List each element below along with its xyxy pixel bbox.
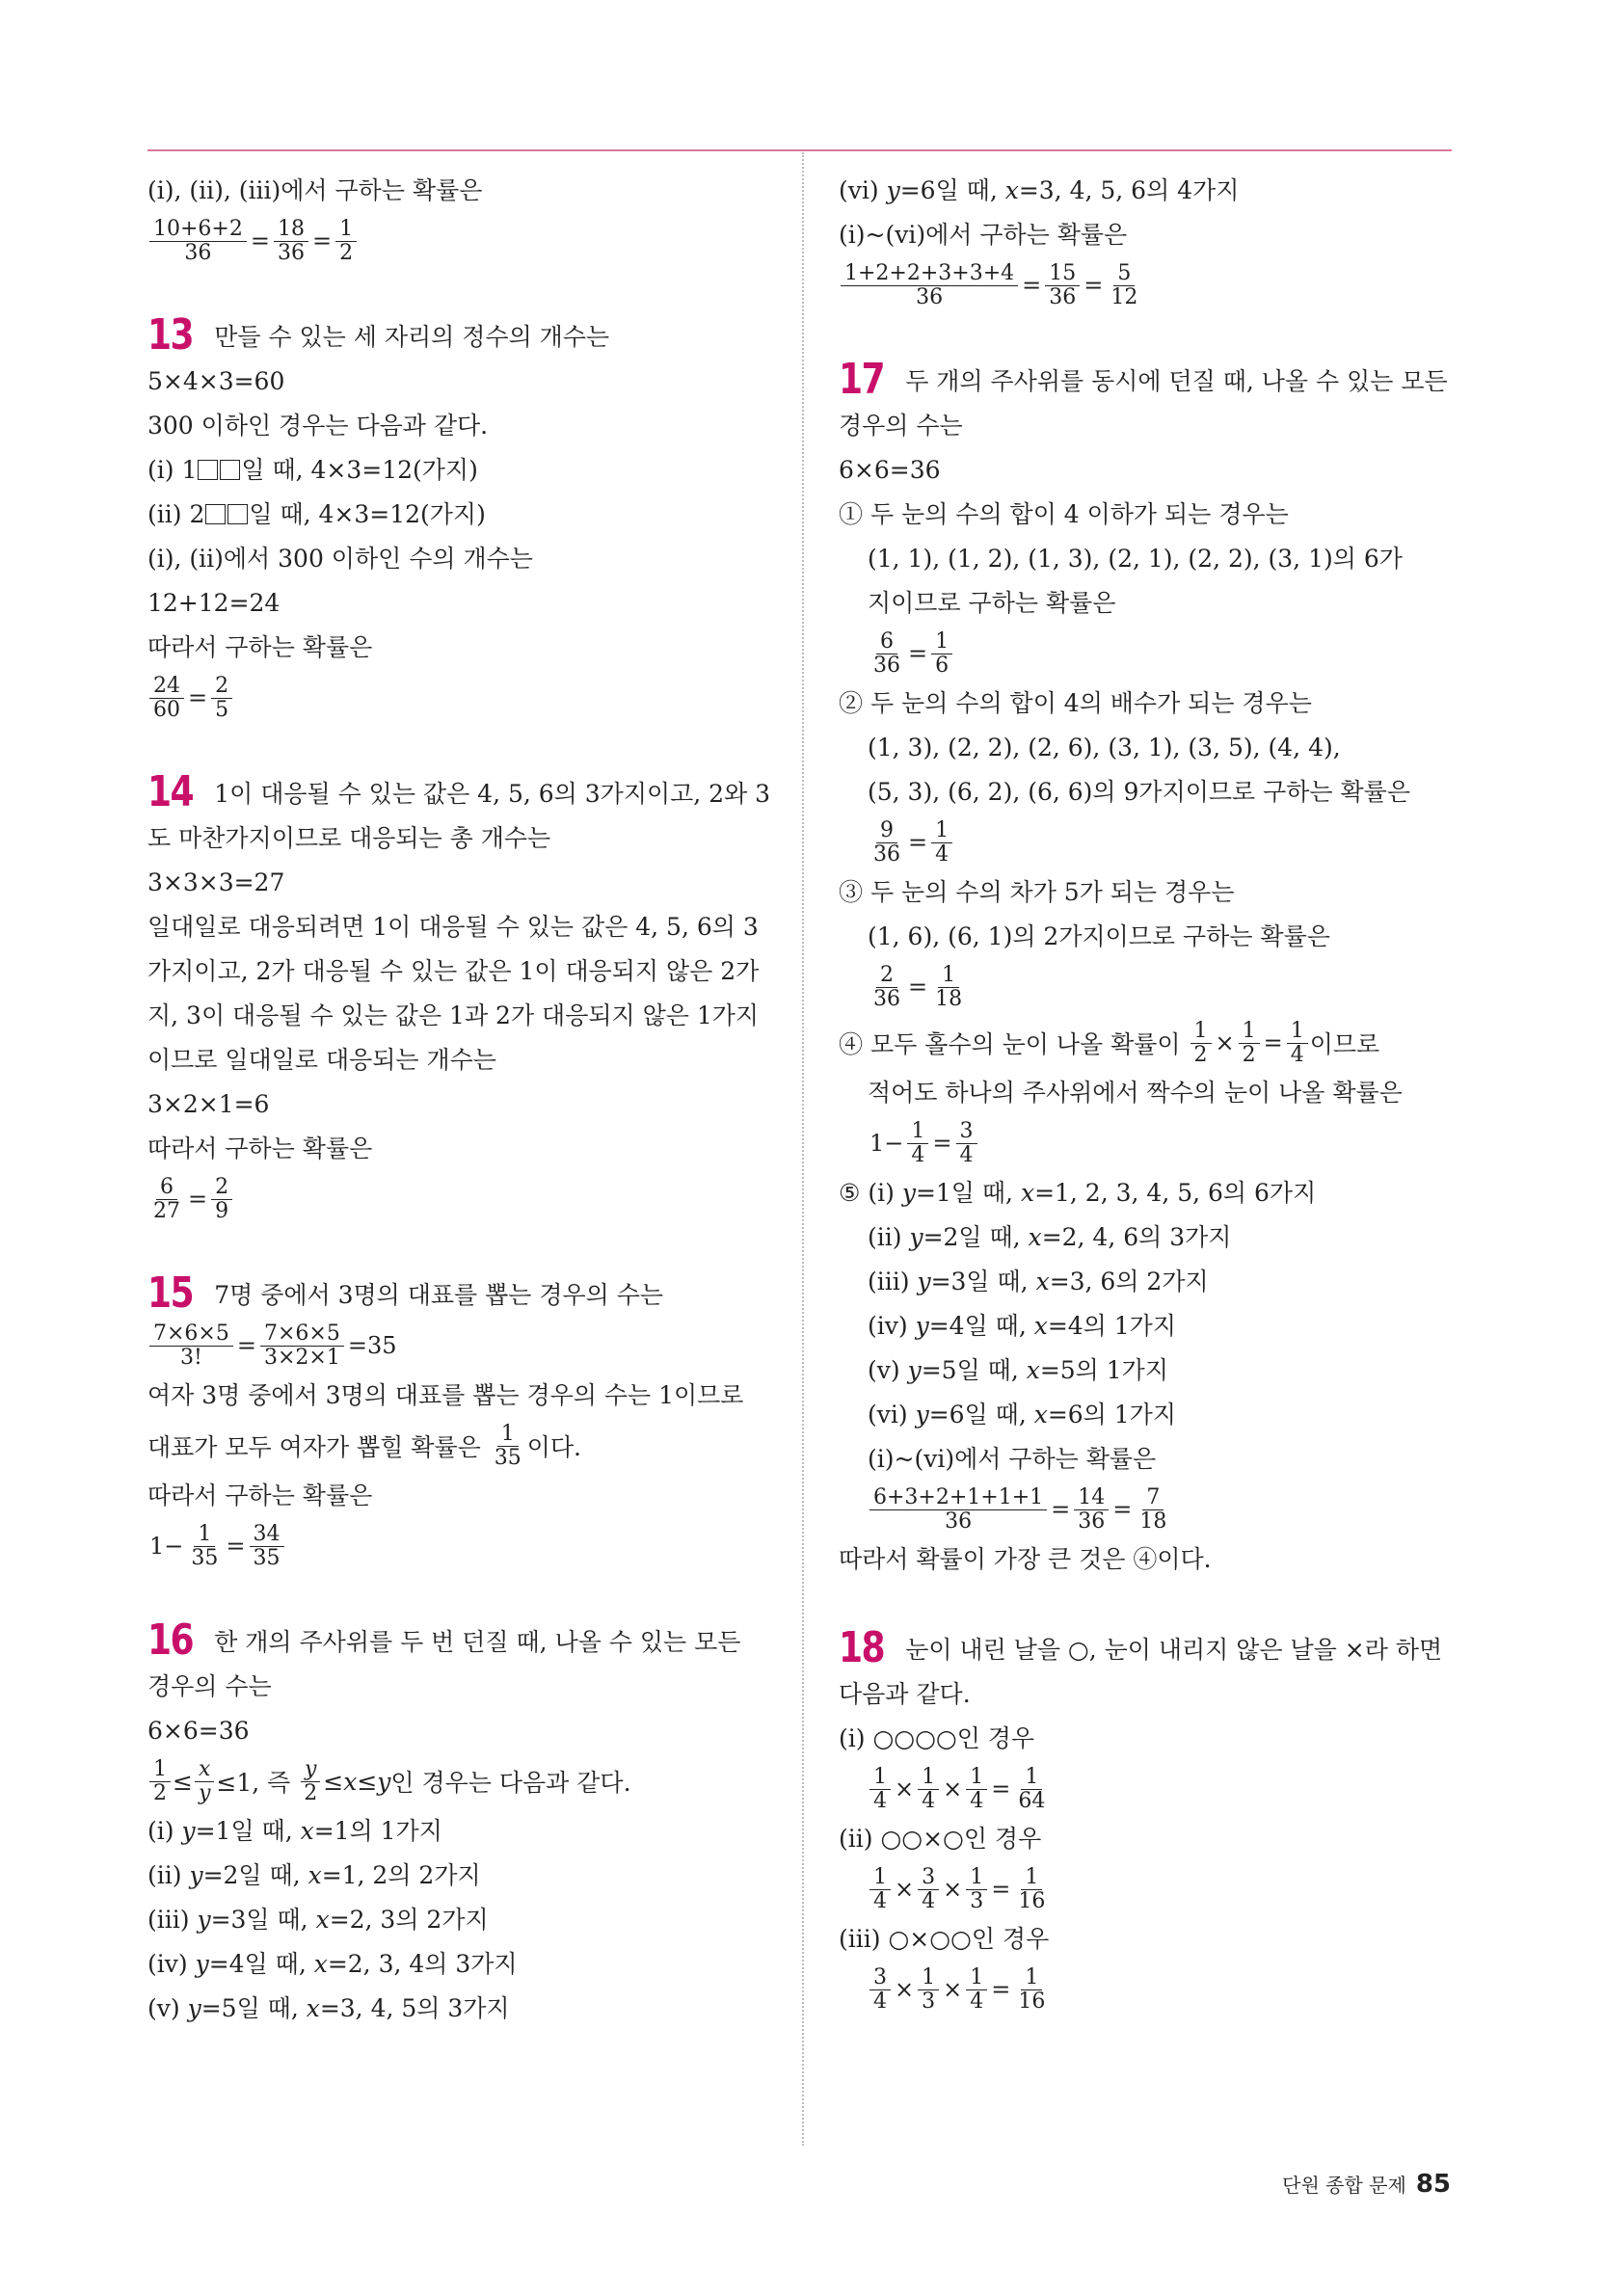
fraction: $\frac{1}{2}$ xyxy=(335,218,357,265)
list-item: (ⅵ) y=6일 때, x=3, 4, 5, 6의 4가지 xyxy=(839,176,1240,204)
text-line: (ⅰ), (ⅱ)에서 300 이하인 수의 개수는 xyxy=(147,545,533,573)
fraction: $\frac{1}{4}$ xyxy=(931,819,952,867)
list-item: (ⅲ) y=3일 때, x=2, 3의 2가지 xyxy=(147,1906,489,1934)
fraction-line: $\frac{6}{27}$ = $\frac{2}{9}$ xyxy=(147,1171,774,1227)
text-line: (ⅰ) 1 일 때, 4×3=12(가지) xyxy=(147,456,478,484)
text-line: (ⅰ)~(ⅵ)에서 구하는 확률은 xyxy=(839,221,1128,249)
problem-number: 14 xyxy=(147,767,193,816)
fraction-line: 1− $\frac{1}{35}$ = $\frac{34}{35}$ xyxy=(147,1518,774,1574)
problem-number: 18 xyxy=(839,1623,884,1672)
list-item: (ⅳ) y=4일 때, x=4의 1가지 xyxy=(868,1312,1176,1340)
digit-box xyxy=(198,460,218,480)
fraction: $\frac{6}{36}$ xyxy=(873,628,900,678)
page-number: 85 xyxy=(1415,2170,1451,2199)
text-line: 따라서 구하는 확률은 xyxy=(147,1135,373,1162)
text-line: 300 이하인 경우는 다음과 같다. xyxy=(147,412,489,440)
option-5: ⑤ (ⅰ) y=1일 때, x=1, 2, 3, 4, 5, 6의 6가지 xyxy=(839,1179,1317,1207)
text-line: (ⅰ)~(ⅵ)에서 구하는 확률은 xyxy=(868,1445,1157,1473)
fraction: $\frac{2}{5}$ xyxy=(211,675,232,722)
text-line: 1이 대응될 수 있는 값은 4, 5, 6의 3가지이고, 2와 3 xyxy=(214,780,771,808)
digit-box xyxy=(220,460,240,480)
list-item: (ⅲ) ○×○○인 경우 xyxy=(839,1925,1050,1953)
fraction: $\frac{6+3+2+1+1+1}{36}$ xyxy=(869,1486,1047,1534)
fraction: $\frac{24}{60}$ xyxy=(149,675,184,722)
fraction: $\frac{3}{4}$ xyxy=(869,1966,891,2014)
text-line: 경우의 수는 xyxy=(839,412,963,440)
fraction: $\frac{5}{12}$ xyxy=(1110,260,1138,309)
prev-solution-tail xyxy=(147,169,774,269)
text-line: 3×2×1=6 xyxy=(147,1090,270,1118)
fraction: $\frac{3}{4}$ xyxy=(956,1120,977,1167)
list-item: (ⅵ) y=6일 때, x=6의 1가지 xyxy=(868,1401,1176,1428)
fraction: $\frac{1}{4}$ xyxy=(1287,1020,1308,1067)
fraction: $\frac{1}{16}$ xyxy=(1018,1964,1046,2014)
text-line: 12+12=24 xyxy=(147,589,281,617)
text-line: 따라서 구하는 확률은 xyxy=(147,1482,373,1509)
fraction: $\frac{1}{16}$ xyxy=(1018,1864,1046,1913)
fraction-line: $\frac{6+3+2+1+1+1}{36}$ = $\frac{14}{36}$ = $\frac{7}{18}$ xyxy=(839,1482,1456,1537)
text-line: 도 마찬가지이므로 대응되는 총 개수는 xyxy=(147,824,551,852)
fraction: $\frac{y}{2}$ xyxy=(300,1758,321,1805)
text-line: 다음과 같다. xyxy=(839,1680,971,1708)
fraction: $\frac{1}{2}$ xyxy=(149,1758,171,1805)
text-line: 경우의 수는 xyxy=(147,1672,272,1700)
text-line: (1, 3), (2, 2), (2, 6), (3, 1), (3, 5), (4, 4), xyxy=(868,734,1341,761)
fraction-line: $\frac{2}{36}$ = $\frac{1}{18}$ xyxy=(839,959,1456,1015)
solution-17 xyxy=(839,355,1456,1582)
fraction: $\frac{34}{35}$ xyxy=(250,1523,284,1570)
text-line: 6×6=36 xyxy=(839,456,941,484)
fraction: $\frac{7}{18}$ xyxy=(1139,1484,1167,1534)
fraction: $\frac{2}{9}$ xyxy=(211,1176,232,1223)
solution-16 xyxy=(147,1615,774,2031)
right-column xyxy=(839,169,1456,2017)
solution-15 xyxy=(147,1268,774,1574)
fraction: $\frac{x}{y}$ xyxy=(195,1758,214,1805)
solution-13 xyxy=(147,310,774,726)
fraction: $\frac{7\times 6\times 5}{3\times 2\times 1}$ xyxy=(260,1322,344,1370)
list-item: (ⅰ) y=1일 때, x=1의 1가지 xyxy=(147,1817,442,1845)
fraction: $\frac{1}{18}$ xyxy=(935,962,963,1011)
fraction: $\frac{1}{64}$ xyxy=(1018,1764,1046,1813)
list-item: (ⅳ) y=4일 때, x=2, 3, 4의 3가지 xyxy=(147,1950,518,1978)
text-line: 따라서 구하는 확률은 xyxy=(147,633,373,661)
digit-box xyxy=(227,504,248,524)
solution-14 xyxy=(147,767,774,1227)
text-line: 지이므로 구하는 확률은 xyxy=(868,589,1116,617)
problem-number: 16 xyxy=(147,1615,193,1665)
list-item: (ⅱ) y=2일 때, x=2, 4, 6의 3가지 xyxy=(868,1223,1232,1251)
problem-number: 17 xyxy=(839,355,884,404)
option-1: ① 두 눈의 수의 합이 4 이하가 되는 경우는 xyxy=(839,500,1289,528)
text-line: (ⅰ), (ⅱ), (ⅲ)에서 구하는 확률은 xyxy=(147,176,483,204)
fraction: $\frac{15}{36}$ xyxy=(1045,262,1080,309)
fraction-line: $\frac{10+6+2}{36}$ = $\frac{18}{36}$ = $\frac{1}{2}$ xyxy=(147,213,774,269)
fraction: $\frac{3}{4}$ xyxy=(918,1866,939,1913)
text-line: 두 개의 주사위를 동시에 던질 때, 나올 수 있는 모든 xyxy=(905,367,1448,395)
text-line: 5×4×3=60 xyxy=(147,367,285,395)
fraction-line: $\frac{9}{36}$ = $\frac{1}{4}$ xyxy=(839,814,1456,870)
fraction: $\frac{1}{35}$ xyxy=(191,1521,219,1570)
fraction: $\frac{1}{4}$ xyxy=(869,1766,891,1813)
digit-box xyxy=(205,504,226,524)
solution-16-continued xyxy=(839,169,1456,313)
list-item: (ⅱ) ○○×○인 경우 xyxy=(839,1825,1042,1853)
fraction: $\frac{18}{36}$ xyxy=(274,218,308,265)
text-line: 한 개의 주사위를 두 번 던질 때, 나올 수 있는 모든 xyxy=(214,1628,741,1656)
fraction-line: 1− $\frac{1}{4}$ = $\frac{3}{4}$ xyxy=(839,1115,1456,1171)
fraction: $\frac{1}{35}$ xyxy=(494,1421,522,1470)
header-rule xyxy=(147,149,1452,151)
fraction-line: $\frac{7\times 6\times 5}{3!}$ = $\frac{7\times 6\times 5}{3\times 2\times 1}$ =35 xyxy=(147,1318,774,1374)
text-line: (1, 6), (6, 1)의 2가지이므로 구하는 확률은 xyxy=(868,922,1330,950)
text-line: 대표가 모두 여자가 뽑힐 확률은 $\frac{1}{35}$ 이다. xyxy=(147,1421,581,1470)
fraction: $\frac{7\times 6\times 5}{3!}$ xyxy=(149,1322,233,1370)
list-item: (ⅴ) y=5일 때, x=3, 4, 5의 3가지 xyxy=(147,1994,510,2022)
fraction-line: $\frac{1}{4}$ × $\frac{3}{4}$ × $\frac{1}{3}$ = $\frac{1}{16}$ xyxy=(839,1861,1456,1917)
text-line: (5, 3), (6, 2), (6, 6)의 9가지이므로 구하는 확률은 xyxy=(868,778,1410,806)
fraction: $\frac{1}{2}$ xyxy=(1239,1020,1260,1067)
page-footer xyxy=(1282,2170,1451,2199)
fraction-line: $\frac{3}{4}$ × $\frac{1}{3}$ × $\frac{1}{4}$ = $\frac{1}{16}$ xyxy=(839,1962,1456,2017)
condition-line: $\frac{1}{2}$ ≤ $\frac{x}{y}$ ≤1, 즉 $\frac{y}{2}$ ≤ x ≤ y 인 경우는 다음과 같다. xyxy=(147,1753,774,1809)
problem-number: 13 xyxy=(147,310,193,360)
fraction: $\frac{1}{3}$ xyxy=(918,1966,939,2014)
column-divider xyxy=(802,152,804,2146)
text-line: 가지이고, 2가 대응될 수 있는 값은 1이 대응되지 않은 2가 xyxy=(147,957,760,985)
fraction: $\frac{1}{4}$ xyxy=(869,1866,891,1913)
fraction: $\frac{6}{27}$ xyxy=(153,1174,180,1223)
text-line: 지, 3이 대응될 수 있는 값은 1과 2가 대응되지 않은 1가지 xyxy=(147,1001,760,1029)
text-line: 6×6=36 xyxy=(147,1717,250,1745)
fraction-line: $\frac{6}{36}$ = $\frac{1}{6}$ xyxy=(839,626,1456,681)
text-line: (ⅱ) 2 일 때, 4×3=12(가지) xyxy=(147,500,486,528)
fraction: $\frac{1+2+2+3+3+4}{36}$ xyxy=(841,262,1018,309)
list-item: (ⅱ) y=2일 때, x=1, 2의 2가지 xyxy=(147,1861,481,1889)
fraction: $\frac{14}{36}$ xyxy=(1074,1486,1109,1534)
text-line: 3×3×3=27 xyxy=(147,868,285,896)
text-line: 7명 중에서 3명의 대표를 뽑는 경우의 수는 xyxy=(214,1281,664,1309)
option-2: ② 두 눈의 수의 합이 4의 배수가 되는 경우는 xyxy=(839,689,1312,717)
fraction: $\frac{1}{4}$ xyxy=(966,1766,987,1813)
text-line: 이므로 일대일로 대응되는 개수는 xyxy=(147,1046,496,1074)
fraction: $\frac{2}{36}$ xyxy=(873,962,900,1011)
list-item: (ⅲ) y=3일 때, x=3, 6의 2가지 xyxy=(868,1268,1209,1295)
text-line: 만들 수 있는 세 자리의 정수의 개수는 xyxy=(214,323,610,351)
problem-number: 15 xyxy=(147,1268,193,1318)
left-column xyxy=(147,169,774,2031)
text-line: (1, 1), (1, 2), (1, 3), (2, 1), (2, 2), (3, 1)의 6가 xyxy=(868,545,1403,573)
footer-label: 단원 종합 문제 xyxy=(1282,2174,1406,2197)
option-3: ③ 두 눈의 수의 차가 5가 되는 경우는 xyxy=(839,878,1235,906)
text-line: 여자 3명 중에서 3명의 대표를 뽑는 경우의 수는 1이므로 xyxy=(147,1381,744,1409)
fraction-line: $\frac{24}{60}$ = $\frac{2}{5}$ xyxy=(147,670,774,726)
fraction-line: $\frac{1}{4}$ × $\frac{1}{4}$ × $\frac{1}{4}$ = $\frac{1}{64}$ xyxy=(839,1761,1456,1817)
fraction: $\frac{1}{4}$ xyxy=(966,1966,987,2014)
fraction: $\frac{1}{6}$ xyxy=(931,630,952,678)
fraction: $\frac{1}{4}$ xyxy=(918,1766,939,1813)
solution-18 xyxy=(839,1623,1456,2017)
list-item: (ⅴ) y=5일 때, x=5의 1가지 xyxy=(868,1356,1168,1384)
text-line: 눈이 내린 날을 ○, 눈이 내리지 않은 날을 ×라 하면 xyxy=(905,1636,1443,1664)
text-line: 적어도 하나의 주사위에서 짝수의 눈이 나올 확률은 xyxy=(868,1079,1403,1107)
fraction: $\frac{1}{2}$ xyxy=(1190,1020,1212,1067)
option-4: ④ 모두 홀수의 눈이 나올 확률이 $\frac{1}{2}$ × $\frac{1}{2}$ = $\frac{1}{4}$ 이므로 xyxy=(839,1018,1380,1067)
list-item: (ⅰ) ○○○○인 경우 xyxy=(839,1724,1035,1752)
fraction: $\frac{10+6+2}{36}$ xyxy=(149,218,247,265)
fraction: $\frac{1}{4}$ xyxy=(907,1120,928,1167)
fraction: $\frac{9}{36}$ xyxy=(873,817,900,867)
fraction: $\frac{1}{3}$ xyxy=(966,1866,987,1913)
fraction-line: $\frac{1+2+2+3+3+4}{36}$ = $\frac{15}{36}$ = $\frac{5}{12}$ xyxy=(839,257,1456,313)
text-line: 일대일로 대응되려면 1이 대응될 수 있는 값은 4, 5, 6의 3 xyxy=(147,913,759,941)
conclusion: 따라서 확률이 가장 큰 것은 ④이다. xyxy=(839,1545,1212,1573)
